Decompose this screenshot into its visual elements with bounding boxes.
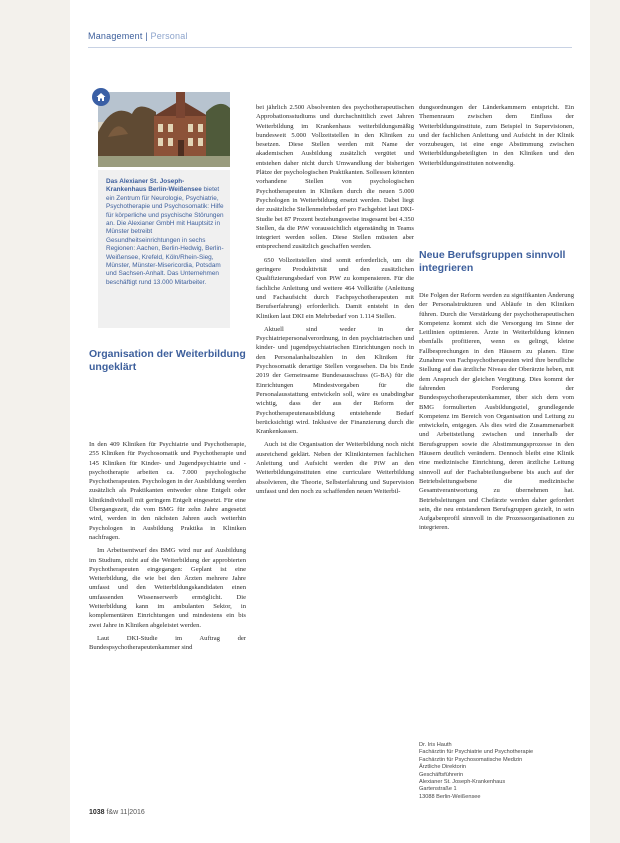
paragraph: Aktuell sind weder in der Psychiatriepersonalverordnung, in den psychiatrischen und kinder- und jugendpsychiatrischen Einrichtungen noch in den Personalanhaltszahlen in den Kliniken für Psychosomatik derartige Stellen vorgesehen. Da bis Ende 2019 der Gemeinsame Bundesausschuss (G-BA) für die Einrichtungen Mindestvorgaben für die Personalausstattung entwickeln soll, wäre es unabdingbar wichtig, dass der aus der Reform der Psychotherapeutenausbildung entstehende Bedarf berücksichtigt wird. Inklusive der Finanzierung durch die Krankenkassen. — [256, 325, 414, 436]
author-line: Ärztliche Direktorin — [419, 764, 466, 771]
page-footer — [89, 809, 145, 816]
author-line: Dr. Iris Hauth — [419, 742, 452, 748]
page-number: 1038 — [89, 809, 105, 816]
page-header — [88, 31, 188, 41]
page — [70, 0, 590, 843]
author-box — [419, 742, 574, 801]
author-line: Alexianer St. Joseph-Krankenhaus — [419, 779, 506, 786]
text-column-3-continued — [419, 291, 574, 537]
paragraph: bei jährlich 2.500 Absolventen des psychotherapeutischen Approbationsstudiums und durchschnittlich zwei Jahren Weiterbildung im Krankenhaus weiterbildungsmäßig bundesweit 5.000 Vollzeitstellen in den Kliniken zu besetzen. Diese Stellen werden mit Name der akademischen Ausbildung zusätzlich vergütet und entstehen daher nicht durch Umwandlung der bisherigen Plätze der psychologischen Praktikanten. Sollessen könnten vorhandene Stellen von psychologischen Psychotherapeuten in Kliniken durch die neuen 5.000 Psychologen in Weiterbildung ersetzt werden. Dabei liegt der zusätzliche Stellenmehrbedarf pro Fachgebiet laut DKI-Studie bei 87 Prozent beziehungsweise insgesamt bei 4.350 Stellen, da die PiW voraussichtlich eigenständig in Teams integriert werden sollen. Diese Stellen müssten aber entsprechend zusätzlich geschaffen werden. — [256, 104, 414, 251]
home-icon — [92, 88, 110, 106]
author-line: Geschäftsführerin — [419, 771, 464, 778]
text-column-2 — [256, 103, 414, 500]
caption-bold: Das Alexianer St. Joseph-Krankenhaus Berlin-Weißensee — [106, 178, 202, 194]
text-column-1 — [89, 440, 246, 657]
caption-text: bietet ein Zentrum für Neurologie, Psychiatrie, Psychotherapie und Psychosomatik: Hilfe für körperliche und psychische Störungen an. Die Alexianer GmbH mit Hauptsitz in Münster betreibt Gesundheitseinrichtungen in sechs Regionen: Aachen, Berlin-Hedwig, Berlin-Weißensee, Krefeld, Köln/Rhein-Sieg, Münster, Münster-Misericordia, Potsdam und Sachsen-Anhalt. Das Unternehmen beschäftigt rund 13.000 Mitarbeiter. — [106, 186, 224, 286]
header-separator: | — [142, 31, 151, 41]
paragraph: Auch ist die Organisation der Weiterbildung noch nicht ausreichend geklärt. Neben der Klinikinternen fachlichen Anleitung und Aufsicht werden die PiW an den Weiterbildungsinstituten eine curriculare Weiterbildung absolvieren, die Theorie, Selbsterfahrung und Supervision umfasst und den noch zu schaffenden neuen Weiterbil- — [256, 441, 414, 495]
author-line: Fachärztin für Psychiatrie und Psychotherapie — [419, 749, 534, 756]
paragraph: Im Arbeitsentwurf des BMG wird nur auf Ausbildung im Studium, nicht auf die Weiterbildung der approbierten Psychotherapeuten eingegangen: Geplant ist eine Weiterbildung, die wie bei den Ärzten mehrere Jahre umfasst und den Weiterbildungskandidaten einen umfassenden Wissenserwerb ermöglicht. Die Weiterbildung kann im ambulanten Sektor, in komplementären Einrichtungen und mindestens ein bis zwei Jahre in Kliniken abgeleistet werden. — [89, 547, 246, 629]
author-line: Gartenstraße 1 — [419, 786, 457, 793]
paragraph: dungsordnungen der Länderkammern entspricht. Ein Themenraum zwischen dem Einfluss der Weiterbildungsinstitute, zum Beispiel in Supervisionen, und der fachlichen Anleitung und Aufsicht in der Klinik vorzubeugen, ist eine enge Abstimmung zwischen Weiterbildungsbeteiligten in den Kliniken und den Weiterbildungsinstituten notwendig. — [419, 104, 574, 167]
hospital-photo — [98, 92, 230, 167]
section-heading-organisation: Organisation der Weiterbildung ungeklärt — [89, 348, 246, 373]
section-heading-berufsgruppen: Neue Berufsgruppen sinnvoll integrieren — [419, 249, 566, 274]
photo-caption — [106, 178, 224, 287]
header-divider — [88, 47, 572, 48]
header-subsection[interactable]: Personal — [150, 31, 188, 41]
paragraph: Die Folgen der Reform werden zu signifikanten Änderung der Personalstrukturen und Abläufe in den Kliniken führen. Durch die Verstärkung der psychotherapeutischen Kompetenz kommt sich die Versorgung im Sinne der Leitlinien optimieren. Ärzte in Weiterbildung können ebenfalls profitieren, wenn es gelingt, kleine Fallbesprechungen in den Häusern zu planen. Eine Zunahme von Fachpsychotherapeuten wird ihre berufliche Stellung auf das ärztliche Niveau der Oberärzte heben, mit dem Anspruch der gleichen Vergütung. Dies kommt der fahrenden Forderung der Bundespsychotherapeutenkammer, über sich dem vom BMG formulierten Ausbildungsziel, grundlegende Kompetenz im Bereich von Organisation und Leitung zu entwickeln, entgegen. Als dies wird die Zusammenarbeit und Arbeitsteilung zwischen und innerhalb der Berufsgruppen sowie die Abstimmungsprozesse in den Häusern deutlich verändern. Dennoch bleibt eine Klinik eine medizinische Einrichtung, deren ärztliche Leitung sinnvoll auf der Fachabteilungsebene bis auch auf der Betriebsleitungsebene die medizinische Gesamtverantwortung zu übernehmen hat. Betriebsleitungen und Chefärzte werden daher gefordert sein, die neu entstandenen Berufsgruppen gezielt, in sein Aufgabenprofil sinnvoll in die Prozessorganisationen zu integrieren. — [419, 292, 574, 532]
paragraph: Laut DKI-Studie im Auftrag der Bundespsychotherapeutenkammer sind — [89, 634, 246, 652]
author-line: Fachärztin für Psychosomatische Medizin — [419, 756, 523, 763]
journal-name: f&w 11|2016 — [106, 809, 145, 816]
paragraph: 650 Vollzeitstellen sind somit erforderlich, um die geringere Produktivität und den zusätzlichen Qualifizierungsbedarf von PiW zu kompensieren. Für die fachliche Anleitung und weitere 464 Vollkräfte (Anleitung und Fachaufsicht durch Fachpsychotherapeuten mit Berufserfahrung) erforderlich. Damit entsteht in den Kliniken laut DKI ein Mehrbedarf von 1.114 Stellen. — [256, 256, 414, 320]
text-column-3 — [419, 103, 574, 172]
header-section[interactable]: Management — [88, 31, 143, 41]
paragraph: In den 409 Kliniken für Psychiatrie und Psychotherapie, 255 Kliniken für Psychosomatik und Psychotherapie und 145 Kliniken für Kinder- und Jugendpsychiatrie und -psychotherapie arbeiten ca. 7.000 psychologische Psychotherapeuten. Psychologen in der Ausbildung werden zusätzlich als Praktikanten entweder ohne Entgelt oder klinikindividuell mit geringem Entgelt eingesetzt. Für eine Übergangszeit, die vom BMG für zehn Jahre angesetzt wird, werden in den nächsten Jahren auch weiterhin Psychologen in Ausbildung Praktika in Kliniken nachfragen. — [89, 441, 246, 541]
author-line: 13088 Berlin-Weißensee — [419, 793, 481, 800]
